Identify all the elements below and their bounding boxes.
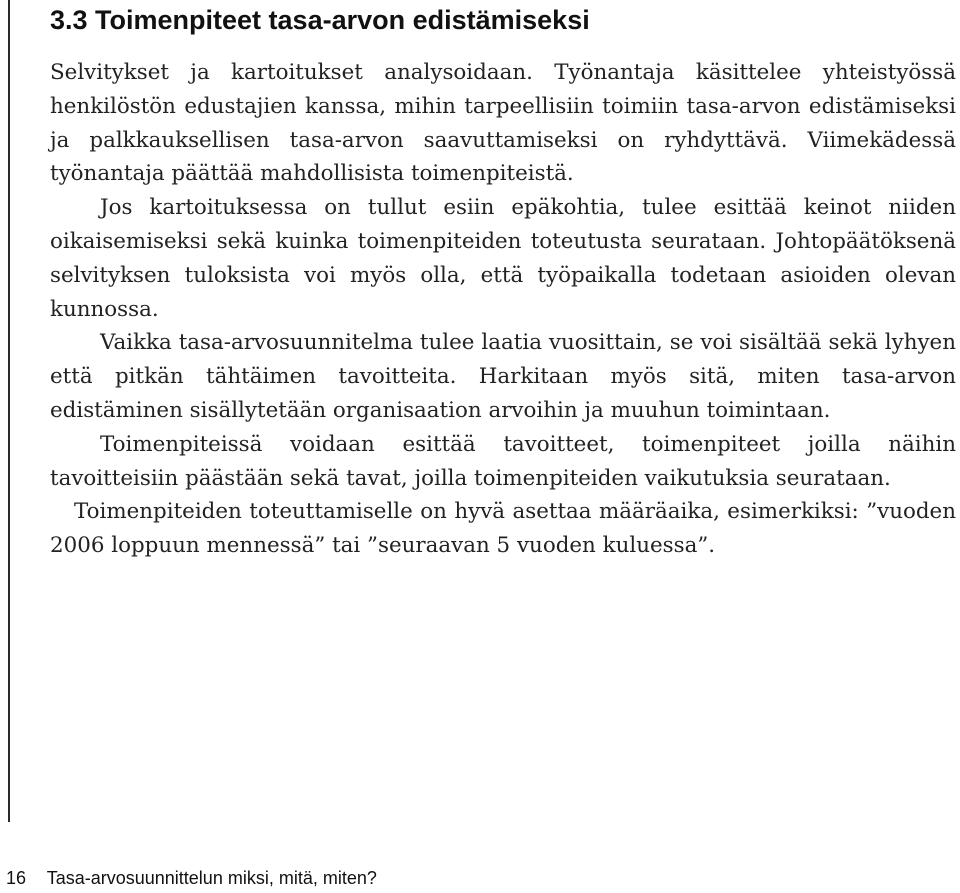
paragraph-3: Vaikka tasa-arvosuunnitelma tulee laatia vuosittain, se voi sisältää sekä lyhyen että pitkän tähtäimen tavoitteita. Harkitaan myös sitä, miten tasa-arvon edistäminen sisällytetään organisaation arvoihin ja muuhun toimintaan. [50,330,956,423]
paragraph-4: Toimenpiteissä voidaan esittää tavoitteet, toimenpiteet joilla näihin tavoitteisiin päästään sekä tavat, joilla toimenpiteiden vaikutuksia seurataan. [50,431,956,491]
paragraph-2: Jos kartoituksessa on tullut esiin epäkohtia, tulee esittää keinot niiden oikaisemiseksi sekä kuinka toimenpiteiden toteutusta seurataan. Johtopäätöksenä selvityksen tuloksista voi myös olla, että työpaikalla todetaan asioiden olevan kunnossa. [50,195,956,322]
running-title: Tasa-arvosuunnittelun miksi, mitä, miten? [46,868,377,888]
page-number: 16 [6,868,27,888]
margin-rule [8,0,10,822]
paragraph-1: Selvitykset ja kartoitukset analysoidaan. Työnantaja käsittelee yhteistyössä henkilöstön edustajien kanssa, mihin tarpeellisiin toimiin tasa-arvon edistämiseksi ja palkkauksellisen tasa-arvon saavuttamiseksi on ryhdyttävä. Viimekädessä työnantaja päättää mahdollisista toimenpiteistä. [50,60,956,187]
section-heading: 3.3 Toimenpiteet tasa-arvon edistämiseksi [50,5,590,35]
page-footer [6,866,377,890]
paragraph-5: Toimenpiteiden toteuttamiselle on hyvä asettaa määräaika, esimerkiksi: ”vuoden 2006 loppuun mennessä” tai ”seuraavan 5 vuoden kuluessa”. [50,499,956,559]
body-text [50,56,956,563]
